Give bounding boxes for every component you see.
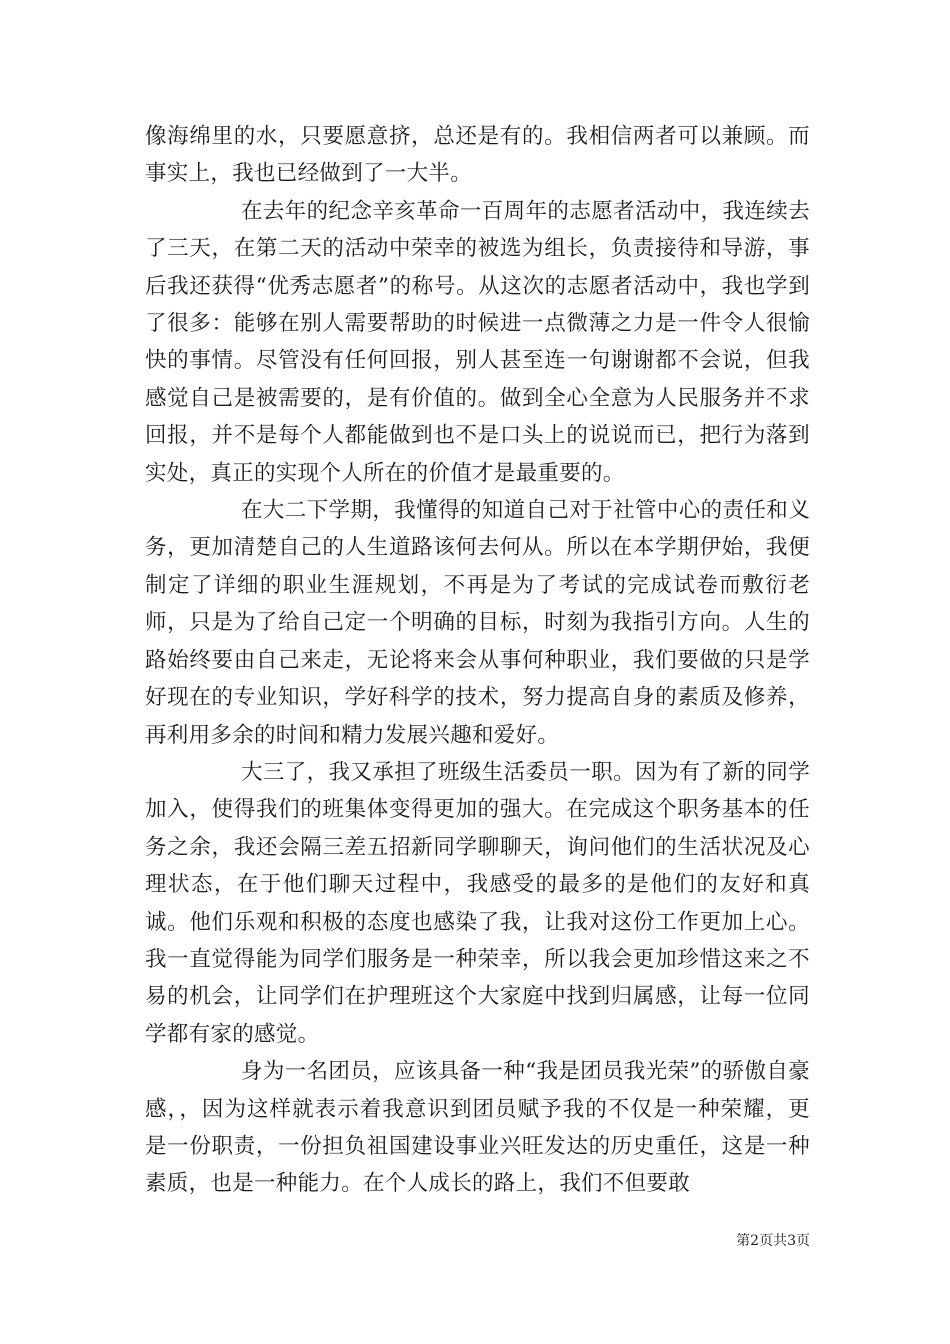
page-number-footer: 第2页共3页 [736,1233,810,1249]
paragraph-4: 大三了，我又承担了班级生活委员一职。因为有了新的同学加入，使得我们的班集体变得更加的强大。在完成这个职务基本的任务之余，我还会隔三差五招新同学聊聊天，询问他们的生活状况及心理状态，在于他们聊天过程中，我感受的最多的是他们的友好和真诚。他们乐观和积极的态度也感染了我，让我对这份工作更加上心。我一直觉得能为同学们服务是一种荣幸，所以我会更加珍惜这来之不易的机会，让同学们在护理班这个大家庭中找到归属感，让每一位同学都有家的感觉。 [145,759,810,1047]
paragraph-1: 像海绵里的水，只要愿意挤，总还是有的。我相信两者可以兼顾。而事实上，我也已经做到了一大半。 [145,124,810,187]
paragraph-5: 身为一名团员，应该具备一种“我是团员我光荣”的骄傲自豪感，，因为这样就表示着我意识到团员赋予我的不仅是一种荣耀，更是一份职责，一份担负祖国建设事业兴旺发达的历史重任，这是一种素质，也是一种能力。在个人成长的路上，我们不但要敢 [145,1059,810,1197]
document-body [145,118,810,1203]
paragraph-2: 在去年的纪念辛亥革命一百周年的志愿者活动中，我连续去了三天，在第二天的活动中荣幸的被选为组长，负责接待和导游，事后我还获得“优秀志愿者”的称号。从这次的志愿者活动中，我也学到了很多：能够在别人需要帮助的时候进一点微薄之力是一件令人很愉快的事情。尽管没有任何回报，别人甚至连一句谢谢都不会说，但我感觉自己是被需要的，是有价值的。做到全心全意为人民服务并不求回报，并不是每个人都能做到也不是口头上的说说而已，把行为落到实处，真正的实现个人所在的价值才是最重要的。 [145,198,810,486]
paragraph-3: 在大二下学期，我懂得的知道自己对于社管中心的责任和义务，更加清楚自己的人生道路该何去何从。所以在本学期伊始，我便制定了详细的职业生涯规划，不再是为了考试的完成试卷而敷衍老师，只是为了给自己定一个明确的目标，时刻为我指引方向。人生的路始终要由自己来走，无论将来会从事何种职业，我们要做的只是学好现在的专业知识，学好科学的技术，努力提高自身的素质及修养，再利用多余的时间和精力发展兴趣和爱好。 [145,498,810,748]
